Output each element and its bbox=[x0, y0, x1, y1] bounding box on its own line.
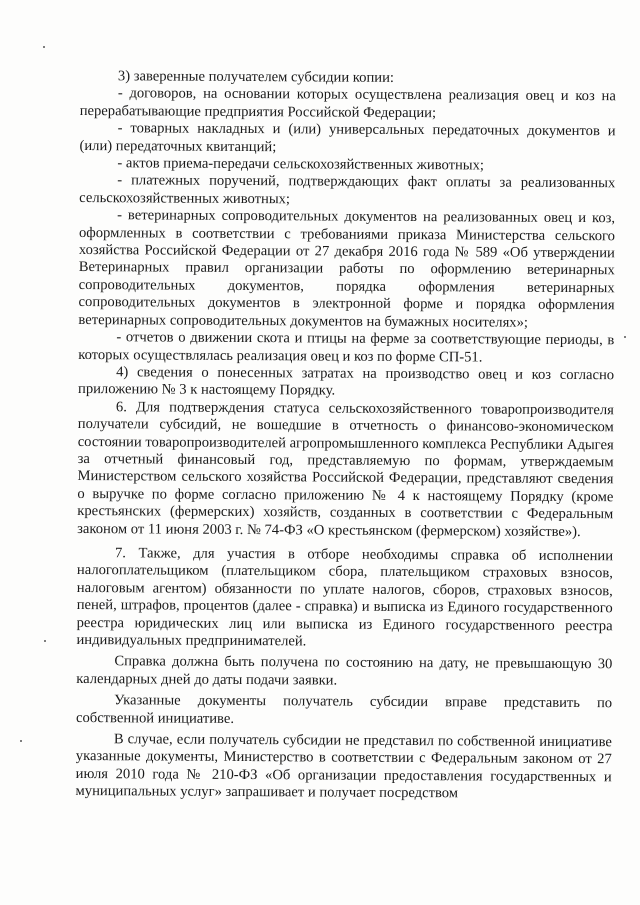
paragraph: - актов приема-передачи сельскохозяйственных животных; bbox=[117, 155, 485, 174]
scan-speck bbox=[43, 46, 45, 48]
paragraph: - отчетов о движении скота и птицы на ферме за соответствующие периоды, в которых осуществлялась реализация овец и коз по форме СП-51. bbox=[78, 329, 615, 365]
paragraph: - ветеринарных сопроводительных документов на реализованных овец и коз, оформленных в соответствии с требованиями приказа Министерства сельского хозяйства Российской Федерации от 27 декабря 2016 года № 589 «Об утверждении Ветеринарных правил организации работы по оформлению ветеринарных сопроводительных документов, порядка оформления ветеринарных сопроводительных документов в электронной форме и порядка оформления ветеринарных сопроводительных документов на бумажных носителях»; bbox=[78, 207, 616, 331]
scan-speck bbox=[44, 640, 46, 642]
paragraph: Справка должна быть получена по состоянию на дату, не превышающую 30 календарных дней до даты подачи заявки. bbox=[76, 653, 613, 689]
paragraph: 3) заверенные получателем субсидии копии: bbox=[117, 68, 395, 86]
paragraph: 7. Также, для участия в отборе необходимы справка об исполнении налогоплательщиком (плательщиком сбора, плательщиком страховых взносов, налоговым агентом) обязанности по уплате налогов, сборов, страховых взносов, пеней, штрафов, процентов (далее - справка) и выписка из Единого государственного реестра юридических лиц или выписка из Единого государственного реестра индивидуальных предпринимателей. bbox=[76, 545, 614, 650]
paragraph: Указанные документы получатель субсидии вправе представить по собственной инициативе. bbox=[75, 692, 613, 727]
paragraph: - договоров, на основании которых осуществлена реализация овец и коз на перерабатывающие предприятия Российской Федерации; bbox=[79, 85, 616, 121]
paragraph: - товарных накладных и (или) универсальных передаточных документов и (или) передаточных квитанций; bbox=[79, 120, 616, 155]
paragraph: В случае, если получатель субсидии не представил по собственной инициативе указанные документы, Министерство в соответствии с Федеральным законом от 27 июля 2010 года № 210-ФЗ «Об организации предоставления государственных и муниципальных услуг» запрашивает и получает посредством bbox=[75, 731, 612, 802]
paragraph: - платежных поручений, подтверждающих факт оплаты за реализованных сельскохозяйственных животных; bbox=[79, 172, 616, 208]
paragraph: 4) сведения о понесенных затратах на производство овец и коз согласно приложению № 3 к настоящему Порядку. bbox=[77, 364, 615, 399]
paragraph: 6. Для подтверждения статуса сельскохозяйственного товаропроизводителя получатели субсидий, не вошедшие в отчетность о финансово-экономическом состоянии товаропроизводителей агропромышленного комплекса Республики Адыгея за отчетный финансовый год, представляемую по формам, утверждаемым Министерством сельского хозяйства Российской Федерации, представляют сведения о выручке по форме согласно приложению № 4 к настоящему Порядку (кроме крестьянских (фермерских) хозяйств, созданных в соответствии с Федеральным законом от 11 июня 2003 г. № 74-ФЗ «О крестьянском (фермерском) хозяйстве»). bbox=[77, 398, 614, 540]
scan-speck bbox=[20, 740, 22, 742]
document-body bbox=[76, 68, 616, 804]
scan-speck bbox=[624, 336, 626, 338]
